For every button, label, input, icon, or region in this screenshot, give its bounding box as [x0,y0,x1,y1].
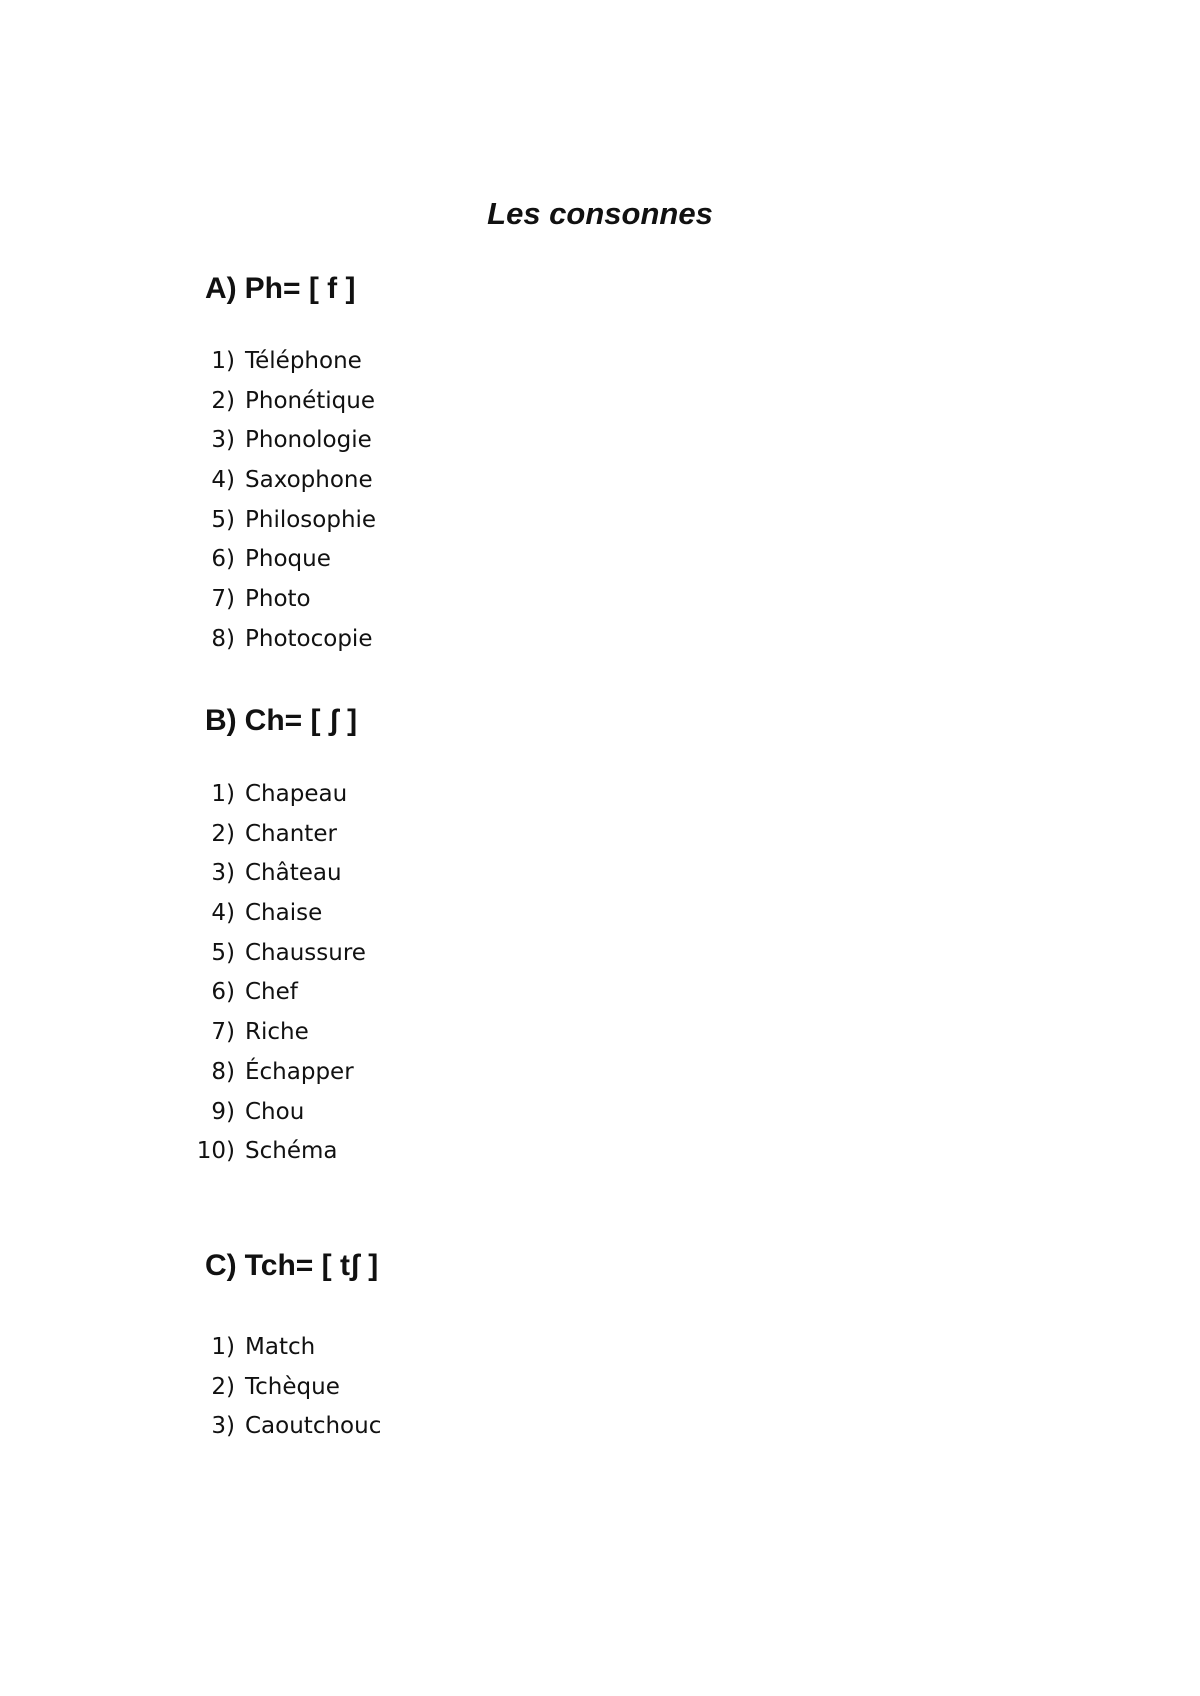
section-letter: A) [205,272,237,305]
item-word: Saxophone [245,467,373,494]
section-heading-text: Ph= [ f ] [244,272,356,305]
list-item [205,342,362,382]
item-number: 9) [211,1098,235,1125]
item-word: Photocopie [245,625,373,652]
list-item [196,1132,357,1172]
list-item [205,461,373,501]
list-item [205,1093,357,1133]
section-c [205,1249,382,1447]
list-item [205,1328,378,1368]
list-item [205,620,373,660]
item-number: 7) [211,586,235,613]
list-item [205,854,357,894]
section-a [205,272,377,660]
item-word: Chef [245,979,298,1006]
item-word: Échapper [245,1058,354,1085]
item-number: 3) [211,427,235,454]
item-number: 1) [211,781,235,807]
item-word: Match [245,1334,316,1360]
section-letter: B) [205,704,237,737]
item-number: 4) [211,467,235,494]
item-word: Téléphone [245,348,362,374]
list-item [205,934,366,974]
list-item [205,973,357,1013]
item-number: 5) [211,939,235,966]
list-item [205,1013,357,1053]
item-word: Chou [245,1098,305,1125]
section-heading-text: Ch= [ ʃ ] [244,704,358,737]
item-word: Château [245,860,342,887]
item-number: 2) [211,820,235,847]
section-heading-text: Tch= [ tʃ ] [244,1249,379,1282]
item-number: 6) [211,979,235,1006]
item-word: Schéma [245,1138,338,1165]
item-number: 10) [196,1138,235,1165]
item-word: Caoutchouc [245,1413,382,1440]
page-title: Les consonnes [487,196,713,231]
item-word: Chapeau [245,781,348,807]
section-a-heading [205,272,356,306]
list-item [205,501,377,541]
section-a-list [205,342,377,660]
list-item [205,421,372,461]
section-letter: C) [205,1249,237,1282]
section-c-heading [205,1249,378,1283]
item-number: 8) [211,625,235,652]
item-word: Tchèque [245,1373,340,1400]
item-number: 3) [211,860,235,887]
item-word: Phoque [245,546,331,573]
list-item [205,1053,357,1093]
item-number: 4) [211,900,235,927]
list-item [205,775,357,815]
list-item [205,382,375,422]
item-number: 2) [211,1373,235,1400]
list-item [205,1368,378,1408]
item-word: Phonétique [245,387,375,414]
item-word: Chaussure [245,939,366,966]
item-word: Chanter [245,820,337,847]
section-b-list [196,775,366,1172]
list-item [205,894,357,934]
list-item [205,580,356,620]
item-word: Riche [245,1019,309,1046]
section-b [196,704,366,1172]
item-number: 1) [211,348,235,374]
item-word: Photo [245,586,311,613]
item-word: Philosophie [245,506,377,533]
item-number: 1) [211,1334,235,1360]
section-b-heading [205,704,357,738]
item-number: 2) [211,387,235,414]
list-item [205,815,357,855]
item-number: 8) [211,1058,235,1085]
section-c-list [205,1328,382,1447]
item-number: 6) [211,546,235,573]
item-number: 7) [211,1019,235,1046]
list-item [205,1407,382,1447]
item-word: Phonologie [245,427,372,454]
item-number: 3) [211,1413,235,1440]
list-item [205,540,356,580]
item-word: Chaise [245,900,323,927]
item-number: 5) [211,506,235,533]
